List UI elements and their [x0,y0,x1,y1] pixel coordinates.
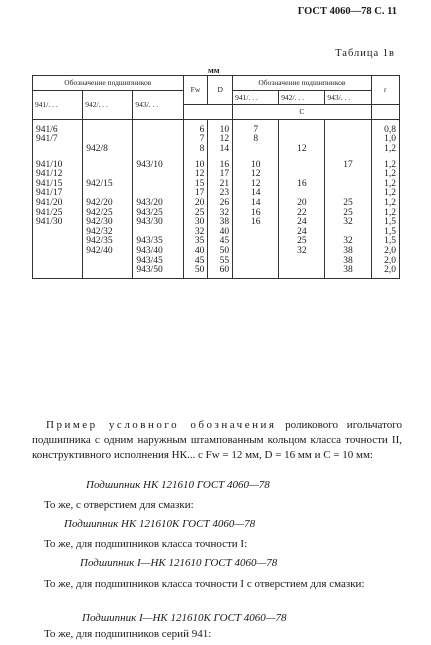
cell-D: 16 [208,155,233,171]
col-header-943: 943/. . . [133,90,183,119]
cell-c3: 32 [325,218,371,228]
cell-c1 [233,257,279,267]
cell-D: 32 [208,209,233,219]
cell-d3: 943/20 [133,199,183,209]
col-header-blank-r [371,105,399,120]
cell-D: 17 [208,170,233,180]
cell-r: 1,2 [371,180,399,190]
cell-d2 [83,155,133,171]
cell-c2 [279,257,325,267]
cell-D: 26 [208,199,233,209]
cell-r: 1,0 [371,135,399,145]
cell-fw: 30 [183,218,208,228]
cell-D: 45 [208,237,233,247]
bearings-table [32,75,400,279]
unit-label: мм [208,65,220,75]
col-header-941: 941/. . . [33,90,83,119]
cell-c2: 25 [279,237,325,247]
cell-D: 40 [208,228,233,238]
cell-r: 1,5 [371,218,399,228]
cell-fw: 12 [183,170,208,180]
cell-c1 [233,228,279,238]
cell-c1: 8 [233,135,279,145]
cell-d1: 941/12 [33,170,83,180]
designation-2: Подшипник НК 121610К ГОСТ 4060—78 [64,518,256,530]
cell-d1: 941/25 [33,209,83,219]
cell-c3 [325,180,371,190]
example-intro-spaced: Пример условного обозначения [46,419,277,431]
cell-c3 [325,170,371,180]
cell-r: 1,5 [371,228,399,238]
cell-c3: 32 [325,237,371,247]
cell-fw: 6 [183,119,208,135]
cell-D: 14 [208,145,233,155]
cell-d2: 942/25 [83,209,133,219]
cell-c2: 32 [279,247,325,257]
cell-d3 [133,170,183,180]
note-5: То же, для подшипников серий 941: [44,628,212,640]
cell-c3: 38 [325,266,371,278]
cell-d3: 943/35 [133,237,183,247]
cell-d3: 943/45 [133,257,183,267]
cell-d3: 943/25 [133,209,183,219]
cell-r: 1,5 [371,237,399,247]
designation-3: Подшипник I—НК 121610 ГОСТ 4060—78 [80,557,278,569]
cell-D: 60 [208,266,233,278]
cell-d2 [83,257,133,267]
cell-c1 [233,145,279,155]
col-header-C: C [233,105,371,120]
cell-c2: 22 [279,209,325,219]
cell-d2 [83,119,133,135]
cell-c2: 16 [279,180,325,190]
cell-r: 1,2 [371,155,399,171]
cell-d2: 942/35 [83,237,133,247]
cell-d3: 943/40 [133,247,183,257]
cell-d3 [133,145,183,155]
cell-c2: 12 [279,145,325,155]
cell-c3: 25 [325,209,371,219]
cell-c1 [233,266,279,278]
cell-r: 1,2 [371,170,399,180]
cell-d3: 943/30 [133,218,183,228]
table-row [33,155,400,171]
cell-c1: 10 [233,155,279,171]
note-4: То же, для подшипников класса точности I с отверстием для смазки: [44,578,365,590]
cell-r: 1,2 [371,199,399,209]
cell-c2: 24 [279,218,325,228]
cell-d1 [33,145,83,155]
table-row [33,266,400,278]
cell-r: 2,0 [371,266,399,278]
cell-c3: 38 [325,257,371,267]
cell-c3 [325,119,371,135]
cell-c3: 38 [325,247,371,257]
cell-d3: 943/10 [133,155,183,171]
col-header-r: r [371,76,399,105]
cell-D: 55 [208,257,233,267]
cell-r: 2,0 [371,257,399,267]
cell-d3: 943/50 [133,266,183,278]
cell-c1: 16 [233,218,279,228]
cell-fw: 50 [183,266,208,278]
cell-D: 12 [208,135,233,145]
cell-c1: 14 [233,189,279,199]
cell-c1 [233,237,279,247]
example-intro [32,418,402,463]
cell-d1 [33,247,83,257]
designation-4: Подшипник I—НК 121610К ГОСТ 4060—78 [82,612,287,624]
table-body [33,119,400,278]
cell-c1: 12 [233,170,279,180]
cell-c3: 17 [325,155,371,171]
cell-fw: 25 [183,209,208,219]
cell-c1: 14 [233,199,279,209]
cell-d2: 942/20 [83,199,133,209]
cell-d1: 941/30 [33,218,83,228]
cell-D: 10 [208,119,233,135]
cell-c1: 12 [233,180,279,190]
cell-r: 0,8 [371,119,399,135]
cell-c2 [279,266,325,278]
cell-fw: 8 [183,145,208,155]
col-header-942: 942/. . . [83,90,133,119]
col-header-942-right: 942/. . . [279,90,325,105]
cell-d3 [133,180,183,190]
cell-r: 2,0 [371,247,399,257]
cell-c2 [279,119,325,135]
table-title: Таблица 1в [335,48,395,59]
cell-d2: 942/30 [83,218,133,228]
col-header-blank [183,105,233,120]
cell-d1 [33,237,83,247]
cell-d2: 942/32 [83,228,133,238]
cell-d1: 941/6 [33,119,83,135]
cell-fw: 10 [183,155,208,171]
group-header-right: Обозначение подшипников [233,76,371,91]
cell-fw: 20 [183,199,208,209]
cell-D: 38 [208,218,233,228]
note-3: То же, для подшипников класса точности I: [44,538,248,550]
group-header-left: Обозначение подшипников [33,76,184,91]
cell-D: 21 [208,180,233,190]
cell-d3 [133,119,183,135]
cell-d1 [33,228,83,238]
cell-d1: 941/20 [33,199,83,209]
cell-c2: 24 [279,228,325,238]
cell-c1: 7 [233,119,279,135]
col-header-D: D [208,76,233,105]
page-header: ГОСТ 4060—78 С. 11 [297,6,397,17]
cell-r: 1,2 [371,189,399,199]
cell-d1 [33,257,83,267]
cell-c3: 25 [325,199,371,209]
cell-fw: 35 [183,237,208,247]
cell-d2 [83,266,133,278]
cell-r: 1,2 [371,209,399,219]
cell-c2: 20 [279,199,325,209]
cell-fw: 32 [183,228,208,238]
cell-D: 23 [208,189,233,199]
cell-c3 [325,145,371,155]
cell-fw: 45 [183,257,208,267]
cell-D: 50 [208,247,233,257]
table-row [33,180,400,190]
cell-fw: 15 [183,180,208,190]
cell-c1: 16 [233,209,279,219]
cell-d2: 942/15 [83,180,133,190]
table-row [33,145,400,155]
cell-d1: 941/15 [33,180,83,190]
col-header-fw: Fw [183,76,208,105]
cell-r: 1,2 [371,145,399,155]
cell-d1: 941/7 [33,135,83,145]
cell-fw: 40 [183,247,208,257]
cell-c2 [279,155,325,171]
cell-d3 [133,135,183,145]
table-row [33,119,400,135]
designation-1: Подшипник НК 121610 ГОСТ 4060—78 [86,479,270,491]
col-header-941-right: 941/. . . [233,90,279,105]
note-2: То же, с отверстием для смазки: [44,499,194,511]
cell-d1: 941/17 [33,189,83,199]
cell-c1 [233,247,279,257]
cell-c3 [325,135,371,145]
cell-d2: 942/8 [83,145,133,155]
col-header-943-right: 943/. . . [325,90,371,105]
example-intro-rest: роликового игольчатого подшипника с одним наружным штампованным кольцом класса точности II, конструктивного исполнения НК... с Fw = 12 мм, D = 16 мм и C = 10 мм: [32,419,402,461]
cell-d1: 941/10 [33,155,83,171]
cell-fw: 17 [183,189,208,199]
cell-d2: 942/40 [83,247,133,257]
cell-fw: 7 [183,135,208,145]
cell-d1 [33,266,83,278]
